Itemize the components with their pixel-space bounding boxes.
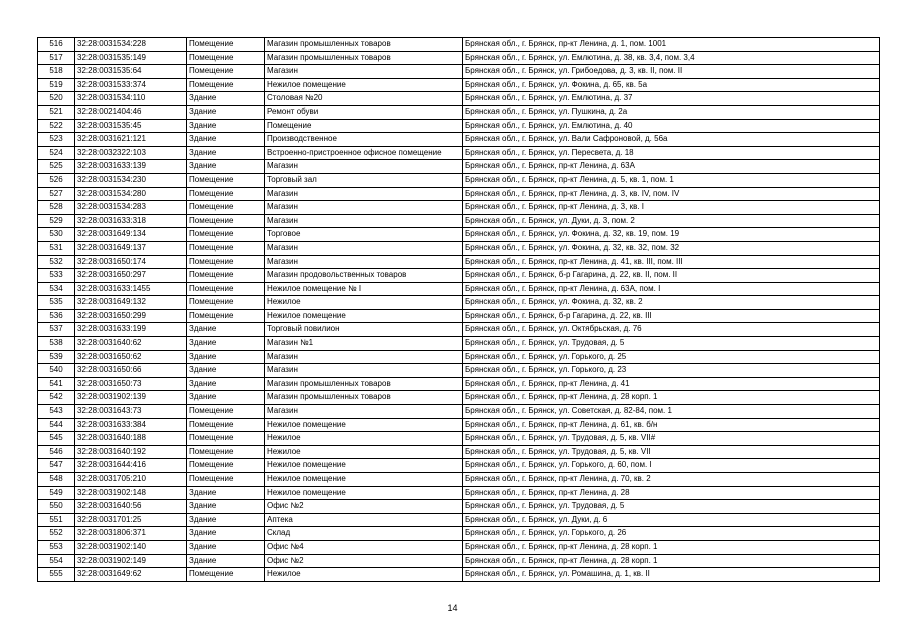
row-number-cell: 535 <box>38 296 75 310</box>
table-row <box>38 282 880 296</box>
cadastral-number-cell: 32:28:0031650:66 <box>75 364 187 378</box>
object-name-cell: Магазин <box>265 241 463 255</box>
table-row <box>38 65 880 79</box>
cadastral-number-cell: 32:28:0031902:149 <box>75 554 187 568</box>
table-row <box>38 568 880 582</box>
object-type-cell: Помещение <box>187 78 265 92</box>
table-row <box>38 241 880 255</box>
address-cell: Брянская обл., г. Брянск, ул. Горького, д. 60, пом. I <box>463 459 880 473</box>
object-name-cell: Офис №4 <box>265 540 463 554</box>
row-number-cell: 532 <box>38 255 75 269</box>
object-name-cell: Офис №2 <box>265 554 463 568</box>
object-name-cell: Торговое <box>265 228 463 242</box>
object-type-cell: Помещение <box>187 187 265 201</box>
row-number-cell: 531 <box>38 241 75 255</box>
row-number-cell: 538 <box>38 337 75 351</box>
row-number-cell: 524 <box>38 146 75 160</box>
object-name-cell: Магазин <box>265 187 463 201</box>
row-number-cell: 552 <box>38 527 75 541</box>
address-cell: Брянская обл., г. Брянск, пр-кт Ленина, д. 61, кв. б/н <box>463 418 880 432</box>
object-name-cell: Ремонт обуви <box>265 105 463 119</box>
object-type-cell: Здание <box>187 337 265 351</box>
object-type-cell: Помещение <box>187 309 265 323</box>
address-cell: Брянская обл., г. Брянск, пр-кт Ленина, д. 28 корп. 1 <box>463 540 880 554</box>
row-number-cell: 555 <box>38 568 75 582</box>
row-number-cell: 553 <box>38 540 75 554</box>
row-number-cell: 522 <box>38 119 75 133</box>
object-type-cell: Здание <box>187 554 265 568</box>
object-type-cell: Здание <box>187 364 265 378</box>
cadastral-number-cell: 32:28:0031633:384 <box>75 418 187 432</box>
object-name-cell: Магазин <box>265 350 463 364</box>
table-row <box>38 309 880 323</box>
table-row <box>38 119 880 133</box>
cadastral-number-cell: 32:28:0031621:121 <box>75 133 187 147</box>
cadastral-number-cell: 32:28:0031534:110 <box>75 92 187 106</box>
address-cell: Брянская обл., г. Брянск, ул. Октябрьская, д. 76 <box>463 323 880 337</box>
object-type-cell: Помещение <box>187 65 265 79</box>
cadastral-number-cell: 32:28:0031643:73 <box>75 405 187 419</box>
object-name-cell: Магазин продовольственных товаров <box>265 269 463 283</box>
row-number-cell: 517 <box>38 51 75 65</box>
address-cell: Брянская обл., г. Брянск, ул. Горького, д. 25 <box>463 350 880 364</box>
address-cell: Брянская обл., г. Брянск, ул. Пересвета, д. 18 <box>463 146 880 160</box>
cadastral-number-cell: 32:28:0031640:188 <box>75 432 187 446</box>
object-type-cell: Помещение <box>187 269 265 283</box>
object-type-cell: Помещение <box>187 405 265 419</box>
address-cell: Брянская обл., г. Брянск, ул. Емлютина, д. 38, кв. 3,4, пом. 3,4 <box>463 51 880 65</box>
table-row <box>38 255 880 269</box>
cadastral-number-cell: 32:28:0031701:25 <box>75 513 187 527</box>
table-row <box>38 500 880 514</box>
table-row <box>38 269 880 283</box>
row-number-cell: 539 <box>38 350 75 364</box>
row-number-cell: 547 <box>38 459 75 473</box>
row-number-cell: 540 <box>38 364 75 378</box>
address-cell: Брянская обл., г. Брянск, пр-кт Ленина, д. 63А <box>463 160 880 174</box>
object-name-cell: Магазин <box>265 214 463 228</box>
address-cell: Брянская обл., г. Брянск, ул. Пушкина, д. 2а <box>463 105 880 119</box>
object-name-cell: Встроенно-пристроенное офисное помещение <box>265 146 463 160</box>
cadastral-number-cell: 32:28:0031534:230 <box>75 173 187 187</box>
address-cell: Брянская обл., г. Брянск, пр-кт Ленина, д. 3, кв. I <box>463 201 880 215</box>
cadastral-number-cell: 32:28:0031649:137 <box>75 241 187 255</box>
property-table <box>37 37 880 582</box>
address-cell: Брянская обл., г. Брянск, ул. Трудовая, д. 5, кв. VII# <box>463 432 880 446</box>
object-name-cell: Торговый зал <box>265 173 463 187</box>
cadastral-number-cell: 32:28:0021404:46 <box>75 105 187 119</box>
table-row <box>38 405 880 419</box>
object-type-cell: Здание <box>187 513 265 527</box>
address-cell: Брянская обл., г. Брянск, б-р Гагарина, д. 22, кв. II, пом. II <box>463 269 880 283</box>
object-type-cell: Помещение <box>187 282 265 296</box>
address-cell: Брянская обл., г. Брянск, пр-кт Ленина, д. 1, пом. 1001 <box>463 38 880 52</box>
object-name-cell: Столовая №20 <box>265 92 463 106</box>
table-row <box>38 527 880 541</box>
cadastral-number-cell: 32:28:0031640:62 <box>75 337 187 351</box>
cadastral-number-cell: 32:28:0031633:199 <box>75 323 187 337</box>
row-number-cell: 537 <box>38 323 75 337</box>
cadastral-number-cell: 32:28:0031633:139 <box>75 160 187 174</box>
address-cell: Брянская обл., г. Брянск, ул. Трудовая, д. 5 <box>463 500 880 514</box>
address-cell: Брянская обл., г. Брянск, ул. Вали Сафроновой, д. 56а <box>463 133 880 147</box>
object-type-cell: Помещение <box>187 418 265 432</box>
address-cell: Брянская обл., г. Брянск, ул. Фокина, д. 65, кв. 5а <box>463 78 880 92</box>
cadastral-number-cell: 32:28:0031535:149 <box>75 51 187 65</box>
address-cell: Брянская обл., г. Брянск, ул. Трудовая, д. 5, кв. VII <box>463 445 880 459</box>
table-row <box>38 92 880 106</box>
cadastral-number-cell: 32:28:0031534:280 <box>75 187 187 201</box>
cadastral-number-cell: 32:28:0032322:103 <box>75 146 187 160</box>
page-number: 14 <box>447 603 458 613</box>
cadastral-number-cell: 32:28:0031650:174 <box>75 255 187 269</box>
table-row <box>38 350 880 364</box>
row-number-cell: 528 <box>38 201 75 215</box>
object-name-cell: Магазин <box>265 160 463 174</box>
table-row <box>38 323 880 337</box>
object-type-cell: Помещение <box>187 473 265 487</box>
row-number-cell: 533 <box>38 269 75 283</box>
object-type-cell: Помещение <box>187 432 265 446</box>
address-cell: Брянская обл., г. Брянск, ул. Горького, д. 26 <box>463 527 880 541</box>
object-name-cell: Нежилое <box>265 445 463 459</box>
row-number-cell: 550 <box>38 500 75 514</box>
object-type-cell: Здание <box>187 323 265 337</box>
cadastral-number-cell: 32:28:0031534:283 <box>75 201 187 215</box>
cadastral-number-cell: 32:28:0031633:318 <box>75 214 187 228</box>
row-number-cell: 516 <box>38 38 75 52</box>
table-row <box>38 173 880 187</box>
object-name-cell: Магазин <box>265 255 463 269</box>
row-number-cell: 544 <box>38 418 75 432</box>
table-row <box>38 459 880 473</box>
object-name-cell: Нежилое помещение № I <box>265 282 463 296</box>
address-cell: Брянская обл., г. Брянск, ул. Трудовая, д. 5 <box>463 337 880 351</box>
table-row <box>38 187 880 201</box>
table-row <box>38 214 880 228</box>
table-row <box>38 133 880 147</box>
address-cell: Брянская обл., г. Брянск, ул. Фокина, д. 32, кв. 32, пом. 32 <box>463 241 880 255</box>
row-number-cell: 529 <box>38 214 75 228</box>
table-row <box>38 160 880 174</box>
row-number-cell: 548 <box>38 473 75 487</box>
address-cell: Брянская обл., г. Брянск, пр-кт Ленина, д. 5, кв. 1, пом. 1 <box>463 173 880 187</box>
table-row <box>38 418 880 432</box>
table-row <box>38 105 880 119</box>
object-name-cell: Нежилое <box>265 568 463 582</box>
table-row <box>38 201 880 215</box>
object-type-cell: Здание <box>187 160 265 174</box>
object-name-cell: Нежилое помещение <box>265 486 463 500</box>
object-name-cell: Нежилое <box>265 296 463 310</box>
object-type-cell: Помещение <box>187 173 265 187</box>
row-number-cell: 534 <box>38 282 75 296</box>
cadastral-number-cell: 32:28:0031534:228 <box>75 38 187 52</box>
cadastral-number-cell: 32:28:0031640:192 <box>75 445 187 459</box>
object-name-cell: Нежилое помещение <box>265 309 463 323</box>
object-type-cell: Помещение <box>187 445 265 459</box>
object-name-cell: Производственное <box>265 133 463 147</box>
object-type-cell: Здание <box>187 500 265 514</box>
address-cell: Брянская обл., г. Брянск, ул. Емлютина, д. 40 <box>463 119 880 133</box>
object-type-cell: Помещение <box>187 214 265 228</box>
address-cell: Брянская обл., г. Брянск, пр-кт Ленина, д. 70, кв. 2 <box>463 473 880 487</box>
row-number-cell: 530 <box>38 228 75 242</box>
object-name-cell: Аптека <box>265 513 463 527</box>
object-name-cell: Нежилое помещение <box>265 459 463 473</box>
address-cell: Брянская обл., г. Брянск, пр-кт Ленина, д. 41, кв. III, пом. III <box>463 255 880 269</box>
cadastral-number-cell: 32:28:0031902:140 <box>75 540 187 554</box>
object-type-cell: Здание <box>187 486 265 500</box>
object-name-cell: Нежилое помещение <box>265 473 463 487</box>
table-row <box>38 377 880 391</box>
object-name-cell: Склад <box>265 527 463 541</box>
row-number-cell: 546 <box>38 445 75 459</box>
table-row <box>38 51 880 65</box>
table-row <box>38 146 880 160</box>
object-type-cell: Помещение <box>187 459 265 473</box>
object-type-cell: Здание <box>187 350 265 364</box>
object-name-cell: Магазин промышленных товаров <box>265 391 463 405</box>
cadastral-number-cell: 32:28:0031650:73 <box>75 377 187 391</box>
table-row <box>38 296 880 310</box>
cadastral-number-cell: 32:28:0031902:148 <box>75 486 187 500</box>
cadastral-number-cell: 32:28:0031649:62 <box>75 568 187 582</box>
table-row <box>38 228 880 242</box>
object-name-cell: Нежилое <box>265 432 463 446</box>
object-name-cell: Помещение <box>265 119 463 133</box>
address-cell: Брянская обл., г. Брянск, пр-кт Ленина, д. 3, кв. IV, пом. IV <box>463 187 880 201</box>
object-name-cell: Офис №2 <box>265 500 463 514</box>
cadastral-number-cell: 32:28:0031633:1455 <box>75 282 187 296</box>
table-row <box>38 540 880 554</box>
object-name-cell: Магазин промышленных товаров <box>265 377 463 391</box>
address-cell: Брянская обл., г. Брянск, пр-кт Ленина, д. 28 <box>463 486 880 500</box>
row-number-cell: 554 <box>38 554 75 568</box>
address-cell: Брянская обл., г. Брянск, ул. Фокина, д. 32, кв. 19, пом. 19 <box>463 228 880 242</box>
address-cell: Брянская обл., г. Брянск, б-р Гагарина, д. 22, кв. III <box>463 309 880 323</box>
address-cell: Брянская обл., г. Брянск, ул. Фокина, д. 32, кв. 2 <box>463 296 880 310</box>
address-cell: Брянская обл., г. Брянск, ул. Дуки, д. 3, пом. 2 <box>463 214 880 228</box>
table-row <box>38 78 880 92</box>
address-cell: Брянская обл., г. Брянск, ул. Дуки, д. 6 <box>463 513 880 527</box>
cadastral-number-cell: 32:28:0031902:139 <box>75 391 187 405</box>
object-type-cell: Помещение <box>187 38 265 52</box>
object-name-cell: Торговый повилион <box>265 323 463 337</box>
row-number-cell: 549 <box>38 486 75 500</box>
object-name-cell: Магазин <box>265 201 463 215</box>
table-row <box>38 445 880 459</box>
row-number-cell: 527 <box>38 187 75 201</box>
address-cell: Брянская обл., г. Брянск, пр-кт Ленина, д. 63А, пом. I <box>463 282 880 296</box>
object-name-cell: Магазин <box>265 364 463 378</box>
object-type-cell: Здание <box>187 540 265 554</box>
cadastral-number-cell: 32:28:0031640:56 <box>75 500 187 514</box>
row-number-cell: 551 <box>38 513 75 527</box>
object-type-cell: Помещение <box>187 228 265 242</box>
table-row <box>38 391 880 405</box>
cadastral-number-cell: 32:28:0031650:62 <box>75 350 187 364</box>
row-number-cell: 541 <box>38 377 75 391</box>
object-type-cell: Помещение <box>187 51 265 65</box>
object-type-cell: Помещение <box>187 201 265 215</box>
table-row <box>38 38 880 52</box>
object-name-cell: Магазин <box>265 405 463 419</box>
object-type-cell: Помещение <box>187 296 265 310</box>
row-number-cell: 526 <box>38 173 75 187</box>
row-number-cell: 545 <box>38 432 75 446</box>
object-type-cell: Здание <box>187 133 265 147</box>
row-number-cell: 521 <box>38 105 75 119</box>
row-number-cell: 536 <box>38 309 75 323</box>
object-type-cell: Здание <box>187 527 265 541</box>
object-type-cell: Здание <box>187 146 265 160</box>
object-type-cell: Здание <box>187 377 265 391</box>
cadastral-number-cell: 32:28:0031705:210 <box>75 473 187 487</box>
address-cell: Брянская обл., г. Брянск, пр-кт Ленина, д. 41 <box>463 377 880 391</box>
object-name-cell: Магазин промышленных товаров <box>265 51 463 65</box>
address-cell: Брянская обл., г. Брянск, пр-кт Ленина, д. 28 корп. 1 <box>463 554 880 568</box>
cadastral-number-cell: 32:28:0031806:371 <box>75 527 187 541</box>
object-name-cell: Магазин промышленных товаров <box>265 38 463 52</box>
table-row <box>38 513 880 527</box>
object-type-cell: Здание <box>187 119 265 133</box>
object-type-cell: Здание <box>187 391 265 405</box>
address-cell: Брянская обл., г. Брянск, пр-кт Ленина, д. 28 корп. 1 <box>463 391 880 405</box>
cadastral-number-cell: 32:28:0031533:374 <box>75 78 187 92</box>
cadastral-number-cell: 32:28:0031650:299 <box>75 309 187 323</box>
cadastral-number-cell: 32:28:0031649:134 <box>75 228 187 242</box>
address-cell: Брянская обл., г. Брянск, ул. Емлютина, д. 37 <box>463 92 880 106</box>
cadastral-number-cell: 32:28:0031644:416 <box>75 459 187 473</box>
object-name-cell: Нежилое помещение <box>265 78 463 92</box>
row-number-cell: 519 <box>38 78 75 92</box>
address-cell: Брянская обл., г. Брянск, ул. Советская, д. 82-84, пом. 1 <box>463 405 880 419</box>
row-number-cell: 543 <box>38 405 75 419</box>
object-type-cell: Помещение <box>187 255 265 269</box>
table-row <box>38 486 880 500</box>
cadastral-number-cell: 32:28:0031650:297 <box>75 269 187 283</box>
object-name-cell: Магазин <box>265 65 463 79</box>
cadastral-number-cell: 32:28:0031535:45 <box>75 119 187 133</box>
object-type-cell: Помещение <box>187 241 265 255</box>
table-row <box>38 473 880 487</box>
cadastral-number-cell: 32:28:0031649:132 <box>75 296 187 310</box>
row-number-cell: 523 <box>38 133 75 147</box>
row-number-cell: 518 <box>38 65 75 79</box>
row-number-cell: 525 <box>38 160 75 174</box>
cadastral-number-cell: 32:28:0031535:64 <box>75 65 187 79</box>
object-name-cell: Нежилое помещение <box>265 418 463 432</box>
table-row <box>38 554 880 568</box>
object-name-cell: Магазин №1 <box>265 337 463 351</box>
property-table-body <box>38 38 880 582</box>
object-type-cell: Помещение <box>187 568 265 582</box>
table-row <box>38 337 880 351</box>
table-row <box>38 364 880 378</box>
address-cell: Брянская обл., г. Брянск, ул. Горького, д. 23 <box>463 364 880 378</box>
row-number-cell: 542 <box>38 391 75 405</box>
object-type-cell: Здание <box>187 105 265 119</box>
row-number-cell: 520 <box>38 92 75 106</box>
object-type-cell: Здание <box>187 92 265 106</box>
address-cell: Брянская обл., г. Брянск, ул. Ромашина, д. 1, кв. II <box>463 568 880 582</box>
table-row <box>38 432 880 446</box>
address-cell: Брянская обл., г. Брянск, ул. Грибоедова, д. 3, кв. II, пом. II <box>463 65 880 79</box>
